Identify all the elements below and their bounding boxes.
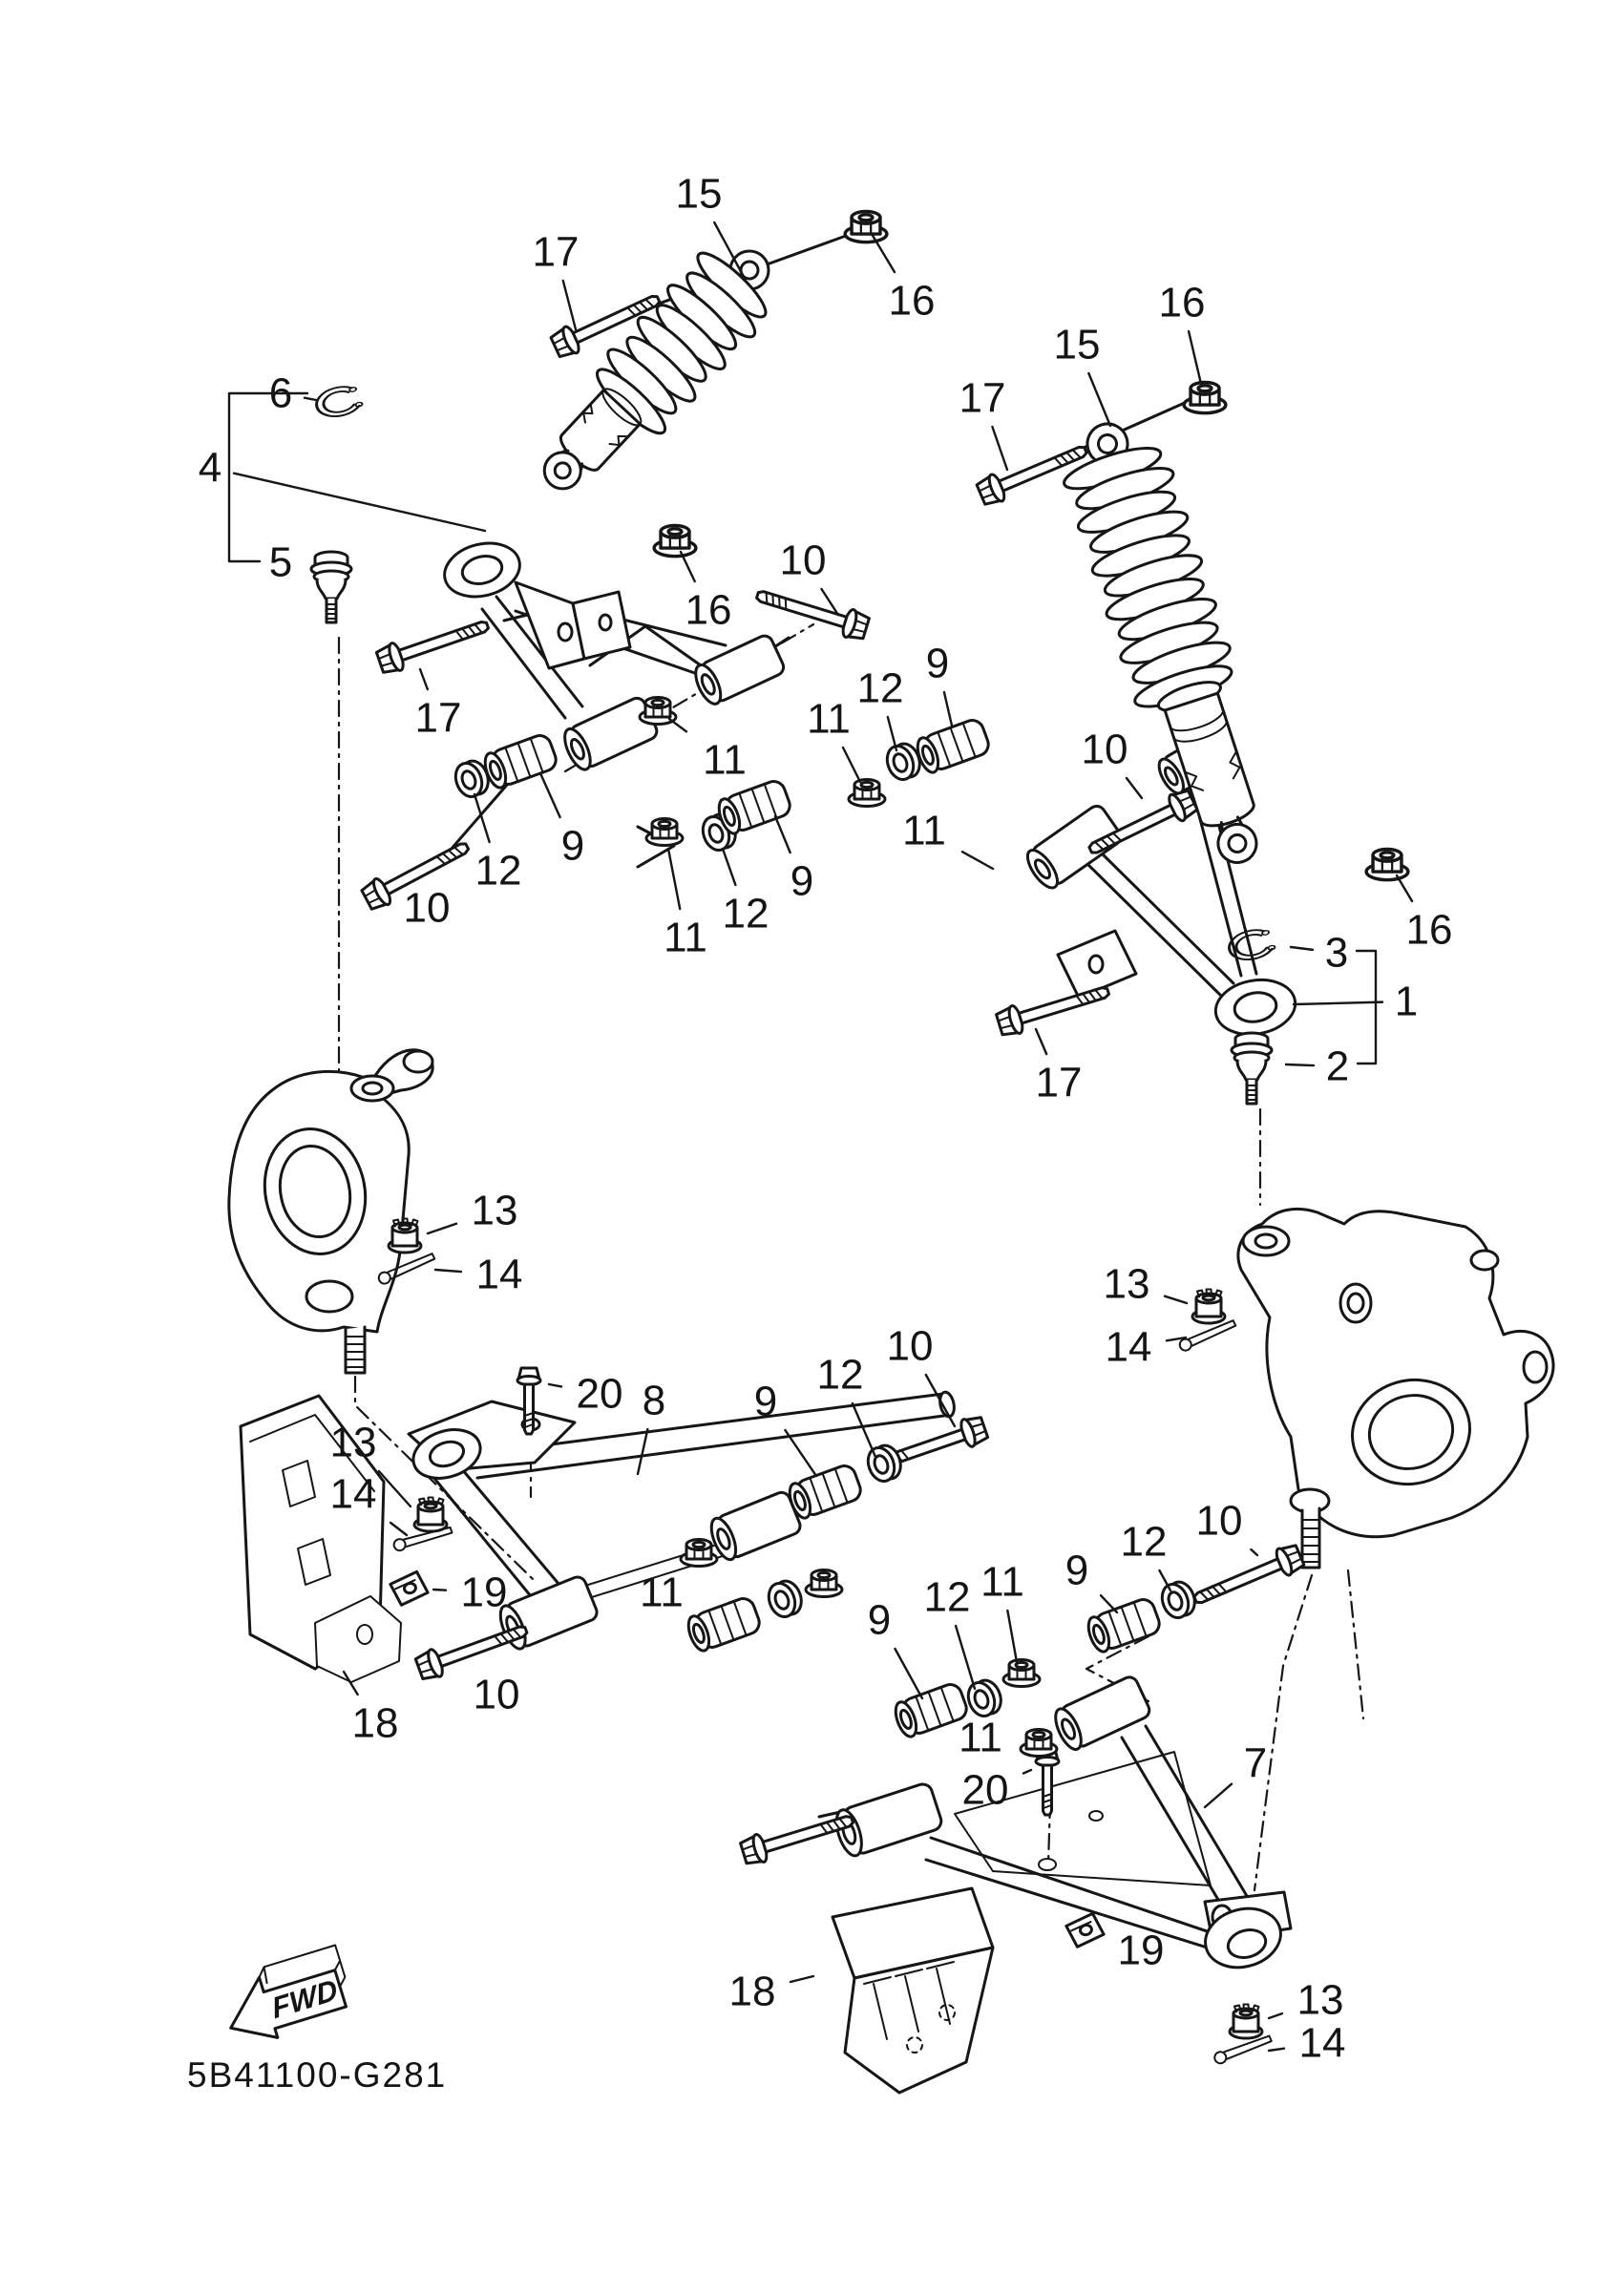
callout-17 [415, 669, 462, 742]
callout-9 [540, 773, 584, 870]
callout-13 [428, 1188, 517, 1234]
steering-knuckle-right [1238, 1209, 1553, 1568]
callout-11 [959, 1715, 1002, 1761]
svg-text:11: 11 [959, 1714, 1002, 1761]
callout-5 [269, 539, 292, 586]
flange-nut-icon [1003, 1660, 1040, 1687]
callout-11 [902, 808, 993, 870]
callout-12 [857, 665, 904, 751]
flange-nut-icon [681, 1540, 717, 1567]
svg-text:15: 15 [675, 170, 723, 218]
callout-16 [1397, 875, 1452, 954]
callout-11 [980, 1559, 1024, 1663]
svg-text:3: 3 [1324, 929, 1349, 977]
svg-text:15: 15 [1053, 321, 1101, 369]
flange-nut-icon [1366, 849, 1408, 879]
flange-nut-icon [849, 780, 885, 807]
callout-10 [404, 885, 451, 932]
svg-text:4: 4 [198, 444, 222, 492]
washer-icon [1158, 1578, 1199, 1621]
svg-text:11: 11 [980, 1558, 1024, 1606]
upper-arm-right [1022, 726, 1300, 1041]
callout-9 [926, 641, 952, 727]
svg-text:10: 10 [1081, 726, 1128, 773]
svg-text:16: 16 [1405, 906, 1453, 954]
callout-14 [1269, 2020, 1345, 2067]
svg-text:10: 10 [886, 1322, 934, 1370]
svg-text:14: 14 [475, 1251, 523, 1298]
flange-bolt-icon [1190, 1542, 1305, 1612]
svg-text:14: 14 [1298, 2019, 1346, 2067]
washer-icon [765, 1577, 806, 1620]
svg-text:1: 1 [1394, 978, 1419, 1025]
flange-nut-icon [845, 211, 887, 242]
callout-14 [435, 1252, 522, 1298]
steering-knuckle-left [229, 1050, 432, 1373]
svg-text:12: 12 [722, 890, 769, 937]
svg-text:16: 16 [888, 277, 936, 325]
flange-bolt-icon [753, 581, 871, 642]
svg-text:10: 10 [473, 1671, 520, 1718]
skid-plate-left [241, 1396, 401, 1682]
svg-text:6: 6 [268, 369, 293, 417]
svg-text:17: 17 [532, 228, 580, 276]
castle-nut-icon [414, 1498, 447, 1532]
svg-text:10: 10 [403, 884, 451, 932]
svg-text:8: 8 [642, 1377, 666, 1424]
callout-13 [1269, 1977, 1343, 2024]
svg-text:12: 12 [816, 1351, 864, 1399]
callout-1 [1294, 979, 1418, 1025]
callout-20 [549, 1371, 622, 1418]
callout-14 [1106, 1324, 1186, 1371]
callout-17 [1036, 1029, 1083, 1106]
svg-text:12: 12 [1120, 1518, 1168, 1566]
arm-bushing-icon [786, 1463, 864, 1521]
svg-text:11: 11 [664, 914, 707, 961]
callout-11 [640, 1569, 684, 1616]
callout-9 [775, 816, 813, 905]
svg-text:14: 14 [1105, 1323, 1152, 1371]
svg-text:11: 11 [640, 1569, 684, 1616]
callout-16 [681, 552, 731, 634]
clip-nut-icon [389, 1570, 429, 1607]
callout-2 [1286, 1043, 1349, 1090]
callout-12 [1121, 1519, 1170, 1591]
flange-nut-icon [654, 525, 696, 556]
arm-bushing-icon [1085, 1596, 1163, 1654]
callout-9 [1065, 1548, 1117, 1613]
clip-nut-icon [1064, 1912, 1105, 1948]
svg-text:9: 9 [1064, 1547, 1089, 1594]
svg-text:13: 13 [1103, 1260, 1150, 1308]
callout-10 [1196, 1498, 1257, 1556]
castle-nut-icon [389, 1219, 421, 1253]
fwd-label: FWD [269, 1972, 341, 2026]
bracket-4-5-6 [229, 393, 307, 561]
svg-text:10: 10 [1195, 1497, 1243, 1545]
svg-text:10: 10 [779, 537, 827, 584]
svg-text:13: 13 [471, 1187, 518, 1234]
svg-text:11: 11 [807, 695, 851, 743]
svg-text:11: 11 [902, 807, 946, 854]
callout-16 [1159, 280, 1206, 385]
callout-11 [669, 719, 747, 784]
svg-text:17: 17 [414, 694, 462, 742]
washer-icon [864, 1442, 905, 1485]
fwd-arrow [217, 1945, 356, 2050]
svg-text:12: 12 [856, 664, 904, 712]
castle-nut-icon [1192, 1290, 1225, 1324]
callout-15 [1054, 322, 1110, 427]
callout-9 [754, 1379, 816, 1477]
svg-text:9: 9 [753, 1378, 778, 1425]
svg-text:2: 2 [1325, 1043, 1350, 1090]
flange-bolt-small-icon [1036, 1749, 1059, 1815]
svg-text:16: 16 [1158, 279, 1206, 326]
svg-text:20: 20 [576, 1370, 623, 1418]
callout-7 [1205, 1740, 1267, 1808]
svg-text:18: 18 [728, 1968, 776, 2015]
bracket-1-2-3 [1357, 951, 1376, 1064]
callout-17 [959, 375, 1007, 471]
svg-text:13: 13 [329, 1419, 377, 1466]
circlip-icon [314, 383, 364, 420]
svg-text:16: 16 [685, 586, 732, 634]
svg-text:13: 13 [1296, 1976, 1344, 2024]
svg-text:11: 11 [703, 736, 747, 784]
callout-8 [638, 1378, 665, 1475]
svg-text:12: 12 [474, 847, 522, 895]
drawing-code: 5B41100-G281 [187, 2055, 448, 2095]
callout-19 [433, 1569, 507, 1616]
callout-11 [664, 849, 707, 961]
ball-joint-icon [311, 552, 351, 622]
callout-10 [474, 1672, 520, 1718]
flange-nut-icon [646, 819, 683, 846]
svg-text:17: 17 [959, 374, 1006, 422]
svg-text:9: 9 [560, 822, 585, 870]
svg-text:9: 9 [925, 640, 950, 687]
flange-nut-icon [1184, 382, 1226, 412]
svg-text:19: 19 [460, 1569, 508, 1616]
svg-text:9: 9 [790, 857, 814, 905]
svg-text:17: 17 [1035, 1059, 1083, 1106]
callout-12 [474, 794, 521, 895]
ball-joint-icon [1232, 1033, 1272, 1104]
callout-16 [872, 234, 935, 325]
callout-13 [1104, 1261, 1187, 1308]
callout-11 [807, 696, 860, 783]
callout-12 [924, 1574, 975, 1690]
callout-20 [962, 1767, 1031, 1814]
arm-bushing-icon [481, 732, 559, 790]
svg-text:19: 19 [1117, 1927, 1165, 1974]
callout-9 [868, 1597, 922, 1699]
flange-nut-icon [806, 1570, 842, 1597]
callout-3 [1291, 930, 1348, 977]
castle-nut-icon [1230, 2005, 1262, 2039]
callout-4 [199, 445, 485, 532]
svg-text:7: 7 [1243, 1739, 1268, 1787]
svg-text:12: 12 [923, 1573, 971, 1621]
flange-nut-icon [1021, 1730, 1057, 1757]
callout-19 [1118, 1927, 1165, 1974]
svg-text:5: 5 [268, 538, 293, 586]
callout-10 [1082, 727, 1142, 799]
svg-text:18: 18 [351, 1699, 399, 1747]
arm-bushing-icon [715, 778, 793, 836]
svg-text:20: 20 [961, 1766, 1009, 1814]
flange-bolt-icon [375, 612, 492, 676]
callout-17 [533, 229, 580, 330]
svg-text:9: 9 [867, 1596, 892, 1644]
callout-18 [729, 1969, 813, 2015]
callout-12 [723, 849, 769, 937]
svg-text:14: 14 [329, 1470, 377, 1518]
arm-bushing-icon [685, 1595, 763, 1654]
skid-plate-front [833, 1888, 993, 2093]
